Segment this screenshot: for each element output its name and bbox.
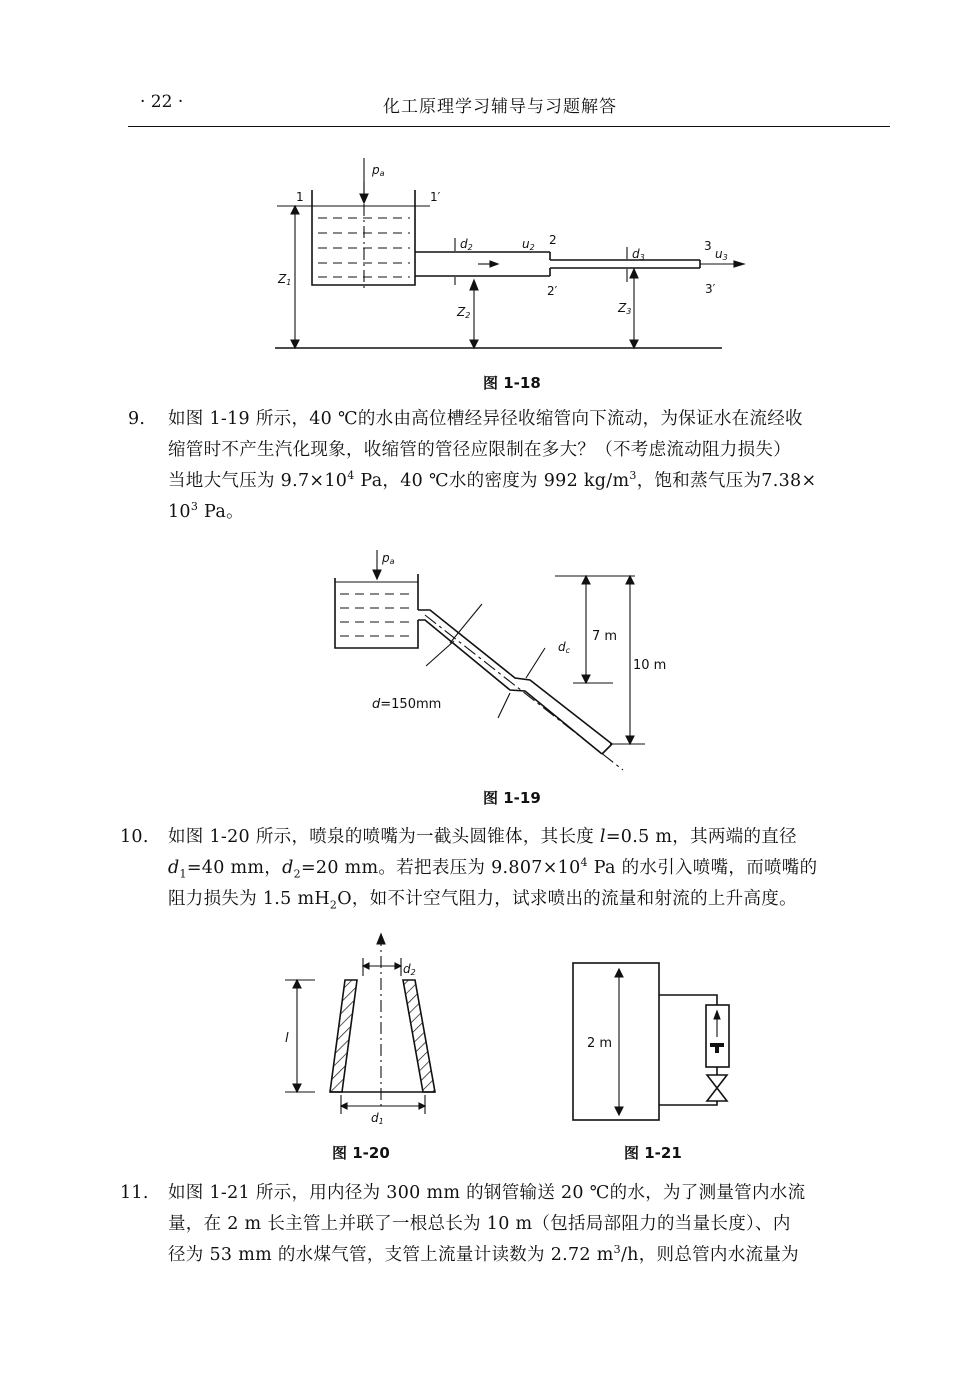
label-7m: 7 m (592, 629, 618, 644)
svg-text:u3 (715, 247, 728, 262)
caption-fig-1-19: 图 1-19 (483, 789, 541, 807)
label-1: 1 (296, 190, 304, 204)
label-pa-sub: a (379, 169, 385, 178)
valve-top (707, 1075, 727, 1088)
label-d2-sub: 2 (467, 243, 473, 252)
label-d3-sub: 3 (639, 253, 645, 262)
label-3p: 3′ (705, 282, 716, 296)
figure-1-20 (275, 932, 455, 1132)
svg-text:pa (381, 551, 395, 566)
svg-text:pa (371, 163, 385, 178)
svg-text:Z3 (617, 301, 631, 316)
problem-11 (120, 1178, 805, 1271)
problem-10-line-3: 阻力损失为 1.5 $mH_2O$，如不计空气阻力，试求喷出的流量和射流的上升高度。 (168, 889, 797, 912)
label-1p: 1′ (430, 190, 441, 204)
label-pa-sub-19: a (389, 557, 395, 566)
label-u3: u (715, 247, 723, 261)
problem-9-number: 9. (128, 409, 146, 429)
problem-10-number: 10. (120, 827, 149, 847)
label-u2-sub: 2 (529, 243, 535, 252)
label-d3: d (632, 247, 640, 261)
problem-9 (128, 404, 816, 528)
label-u3-sub: 3 (722, 253, 728, 262)
page-number: · 22 · (140, 92, 184, 112)
figure-1-19 (330, 548, 670, 773)
label-d2: d (460, 237, 468, 251)
svg-text:d2 (460, 237, 473, 252)
problem-9-line-3: 当地大气压为 $9.7\times 10^4$ Pa，40 ℃水的密度为 992 $kg/m^3$，饱和蒸气压为7.38× (168, 469, 817, 491)
tank-1-19 (335, 578, 418, 648)
svg-text:d=150mm (372, 697, 441, 712)
rotameter-float-stem (715, 1047, 719, 1053)
problem-10 (120, 822, 817, 915)
label-z3-sub: 3 (626, 307, 632, 316)
label-z3: Z (618, 301, 627, 315)
label-pa: p (372, 163, 380, 177)
rotameter-float-top (710, 1043, 724, 1047)
svg-text:dc (558, 640, 571, 655)
label-z2: Z (457, 305, 466, 319)
caption-fig-1-18: 图 1-18 (483, 374, 541, 392)
problem-10-line-2: $d_1=40$ mm，$d_2=20$ mm。若把表压为 $9.807\times 10^4$ Pa 的水引入喷嘴，而喷嘴的 (168, 856, 818, 881)
main-pipe-section (573, 963, 659, 1120)
problem-11-line-2: 量，在 2 m 长主管上并联了一根总长为 10 m（包括局部阻力的当量长度）、内 (168, 1214, 791, 1234)
label-d1-sub-20: 1 (378, 1117, 384, 1126)
label-d1-20: d (371, 1111, 379, 1125)
caption-fig-1-20: 图 1-20 (332, 1144, 390, 1162)
header-rule (128, 126, 890, 127)
book-title: 化工原理学习辅导与习题解答 (383, 97, 617, 117)
label-dc-sub: c (565, 646, 571, 655)
svg-text:u2 (522, 237, 535, 252)
label-pa-19: p (382, 551, 390, 565)
svg-text:Z1 (277, 272, 291, 287)
svg-text:Z2 (456, 305, 470, 320)
label-3: 3 (704, 239, 712, 253)
problem-11-number: 11. (120, 1183, 149, 1203)
figure-1-18 (260, 150, 760, 360)
label-2m: 2 m (587, 1036, 613, 1051)
label-dc: d (558, 640, 566, 654)
svg-text:d1 (371, 1111, 384, 1126)
label-u2: u (522, 237, 530, 251)
label-l: l (285, 1031, 289, 1046)
label-d150-var: d (372, 697, 381, 712)
problem-10-line-1: 如图 1-20 所示，喷泉的喷嘴为一截头圆锥体，其长度 l=0.5 m，其两端的直径 (168, 827, 797, 847)
problem-11-line-3: 径为 53 mm 的水煤气管，支管上流量计读数为 2.72 $m^3/h$，则总管内水流量为 (168, 1243, 799, 1265)
label-z2-sub: 2 (465, 311, 471, 320)
label-d2-sub-20: 2 (410, 968, 416, 977)
label-d2-20: d (403, 962, 411, 976)
label-10m: 10 m (633, 658, 667, 673)
problem-11-line-1: 如图 1-21 所示，用内径为 300 mm 的钢管输送 20 ℃的水，为了测量管内水流 (168, 1183, 806, 1203)
label-2: 2 (549, 233, 557, 247)
problem-9-line-1: 如图 1-19 所示，40 ℃的水由高位槽经异径收缩管向下流动，为保证水在流经收 (168, 409, 803, 429)
branch-top (659, 995, 717, 1005)
label-z1: Z (278, 272, 287, 286)
svg-text:d3 (632, 247, 645, 262)
figure-1-21 (565, 955, 755, 1135)
label-z1-sub: 1 (286, 278, 292, 287)
label-2p: 2′ (547, 284, 558, 298)
problem-9-line-2: 缩管时不产生汽化现象，收缩管的管径应限制在多大？（不考虑流动阻力损失） (168, 440, 791, 460)
problem-9-line-4: $10^3$ Pa。 (168, 500, 244, 522)
label-d150: =150mm (380, 697, 442, 712)
valve-bottom (707, 1088, 727, 1101)
caption-fig-1-21: 图 1-21 (624, 1144, 682, 1162)
svg-text:d2 (403, 962, 416, 977)
